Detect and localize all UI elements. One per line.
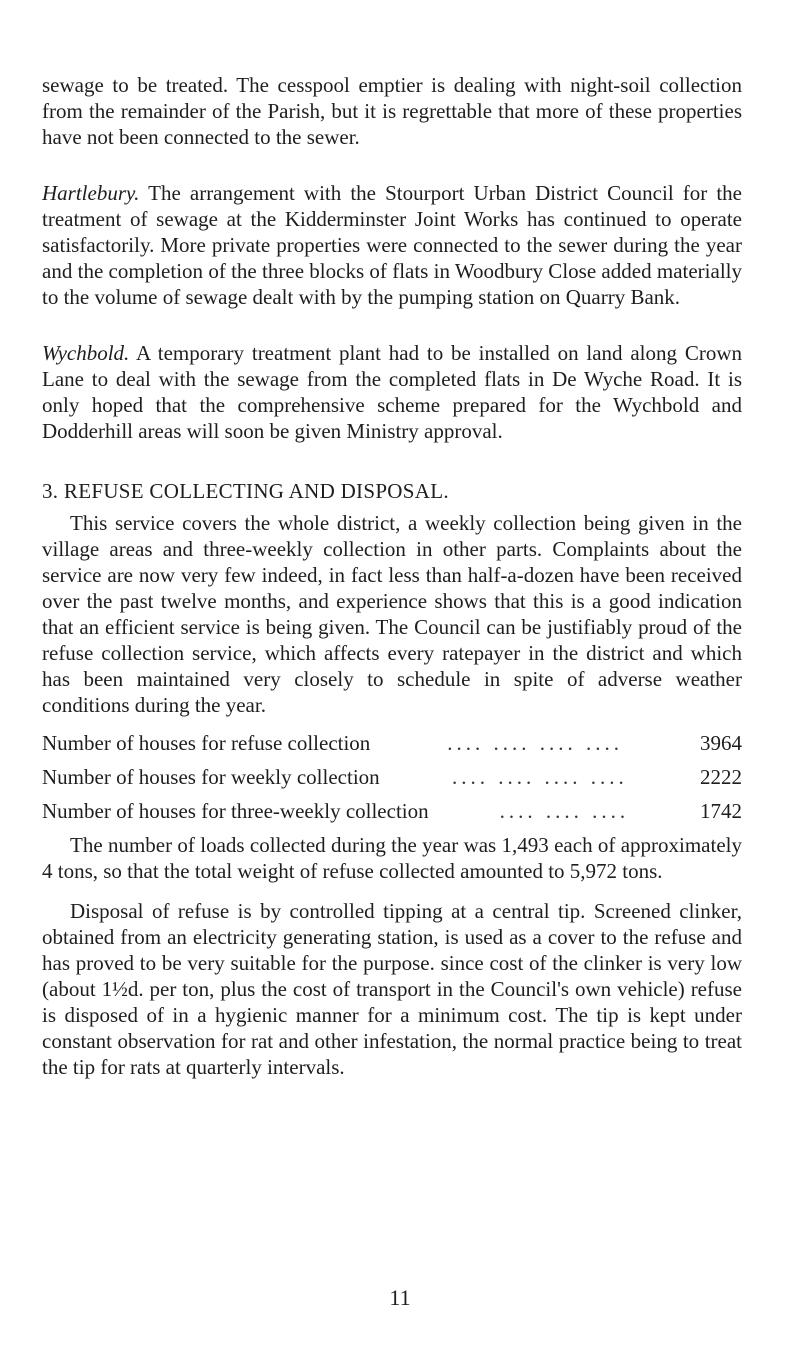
- stat-row-refuse-collection: [42, 726, 742, 760]
- section-heading: 3. REFUSE COLLECTING AND DISPOSAL.: [42, 479, 449, 503]
- intro-paragraph: sewage to be treated. The cesspool emptier is dealing with night-soil collection from the remainder of the Parish, but it is regrettable that more of these properties have not been connected to the sewer.: [42, 73, 742, 149]
- loads-collected-paragraph: The number of loads collected during the year was 1,493 each of approximately 4 tons, so that the total weight of refuse collected amounted to 5,972 tons.: [42, 833, 742, 883]
- stat-value: 3964: [700, 731, 742, 755]
- stat-value: 2222: [700, 765, 742, 789]
- refuse-stats-list: [42, 726, 742, 828]
- hartlebury-paragraph: [42, 180, 742, 310]
- stat-leader-dots: .... .... ....: [499, 799, 630, 823]
- stat-leader-dots: .... .... .... ....: [451, 765, 628, 789]
- wychbold-paragraph: [42, 340, 742, 444]
- disposal-paragraph: Disposal of refuse is by controlled tipping at a central tip. Screened clinker, obtained from an electricity generating station, is used as a cover to the refuse and has proved to be very suitable for the purpose. since cost of the clinker is very low (about 1½d. per ton, plus the cost of transport in the Council's own vehicle) refuse is disposed of in a hygienic manner for a minimum cost. The tip is kept under constant observation for rat and other infestation, the normal practice being to treat the tip for rats at quarterly intervals.: [42, 899, 742, 1079]
- stat-row-three-weekly-collection: [42, 794, 742, 828]
- stat-label: Number of houses for three-weekly collection: [42, 799, 429, 823]
- refuse-service-paragraph: This service covers the whole district, a weekly collection being given in the village areas and three-weekly collection in other parts. Complaints about the service are now very few indeed, in fact less than half-a-dozen have been received over the past twelve months, and experience shows that this is a good indication that an efficient service is being given. The Council can be justifiably proud of the refuse collection service, which affects every ratepayer in the district and which has been maintained very closely to schedule in spite of adverse weather conditions during the year.: [42, 511, 742, 717]
- hartlebury-title: Hartlebury.: [42, 181, 140, 205]
- stat-leader-dots: .... .... .... ....: [447, 731, 624, 755]
- document-page: [42, 72, 742, 1080]
- page-number: 11: [389, 1285, 411, 1310]
- stat-label: Number of houses for refuse collection: [42, 731, 371, 755]
- wychbold-text: A temporary treatment plant had to be installed on land along Crown Lane to deal with the sewage from the completed flats in De Wyche Road. It is only hoped that the comprehensive scheme prepared for the Wychbold and Dodderhill areas will soon be given Ministry approval.: [42, 341, 742, 443]
- stat-row-weekly-collection: [42, 760, 742, 794]
- stat-value: 1742: [700, 799, 742, 823]
- hartlebury-text: The arrangement with the Stourport Urban District Council for the treatment of sewage at the Kidderminster Joint Works has continued to operate satisfactorily. More private properties were connected to the sewer during the year and the completion of the three blocks of flats in Woodbury Close added materially to the volume of sewage dealt with by the pumping station on Quarry Bank.: [42, 181, 742, 309]
- wychbold-title: Wychbold.: [42, 341, 130, 365]
- stat-label: Number of houses for weekly collection: [42, 765, 380, 789]
